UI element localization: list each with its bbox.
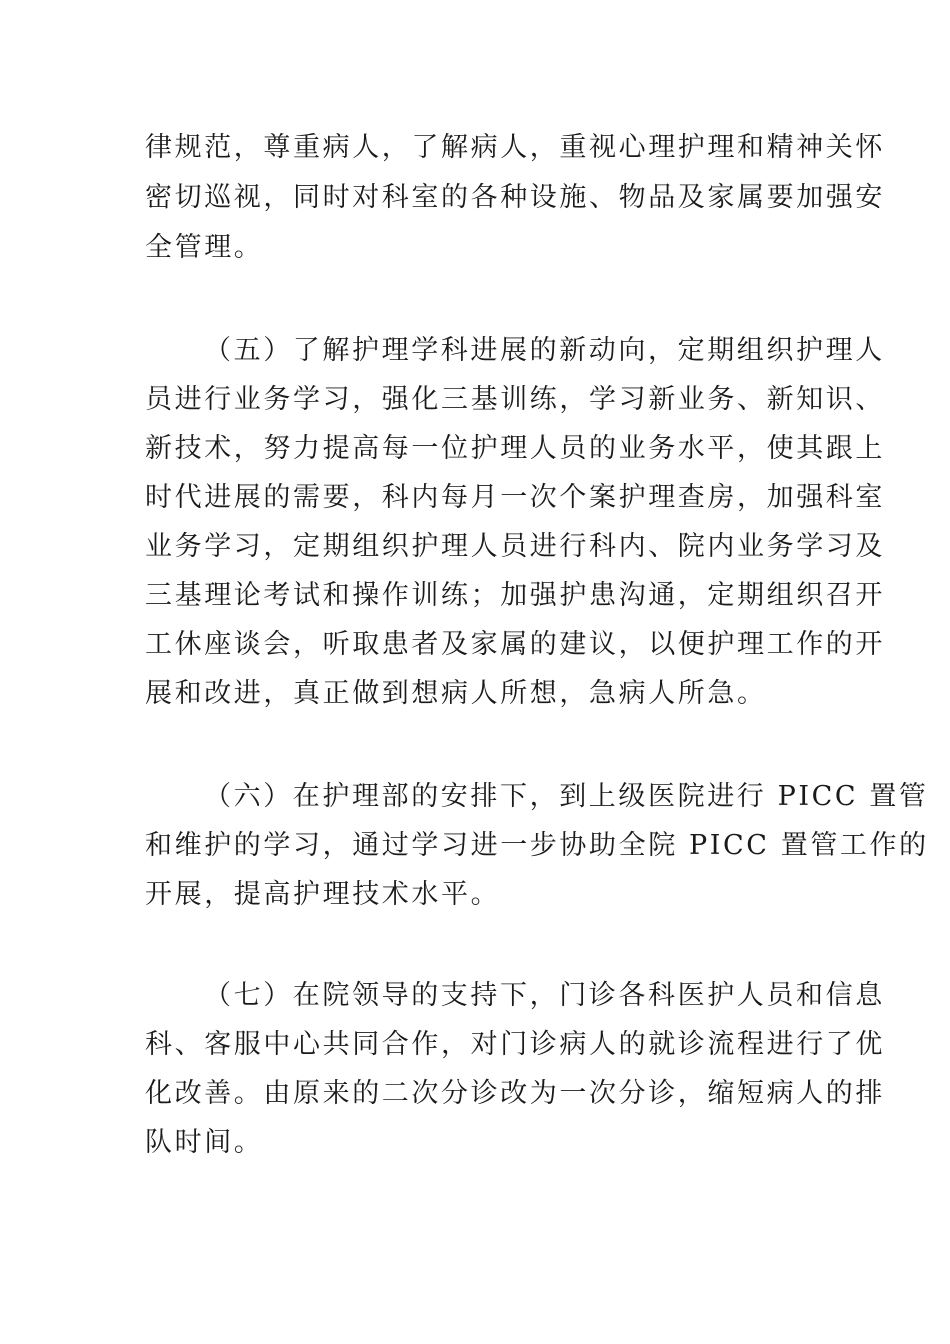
text-line: 工休座谈会，听取患者及家属的建议，以便护理工作的开 (145, 629, 885, 660)
text-line: 三基理论考试和操作训练；加强护患沟通，定期组织召开 (145, 580, 885, 611)
text-line: 队时间。 (145, 1127, 264, 1158)
text-line: 和维护的学习，通过学习进一步协助全院 PICC 置管工作的 (145, 830, 929, 861)
text-line: （五）了解护理学科进展的新动向，定期组织护理人 (204, 335, 885, 366)
text-line: （七）在院领导的支持下，门诊各科医护人员和信息 (204, 980, 885, 1011)
text-line: 业务学习，定期组织护理人员进行科内、院内业务学习及 (145, 531, 885, 562)
text-line: 新技术，努力提高每一位护理人员的业务水平，使其跟上 (145, 433, 885, 464)
text-line: 员进行业务学习，强化三基训练，学习新业务、新知识、 (145, 384, 885, 415)
text-line: 开展，提高护理技术水平。 (145, 879, 501, 910)
text-line: 密切巡视，同时对科室的各种设施、物品及家属要加强安 (145, 182, 885, 213)
text-line: 展和改进，真正做到想病人所想，急病人所急。 (145, 678, 767, 709)
text-line: 律规范，尊重病人，了解病人，重视心理护理和精神关怀 (145, 132, 885, 163)
text-line: 化改善。由原来的二次分诊改为一次分诊，缩短病人的排 (145, 1078, 885, 1109)
text-line: 时代进展的需要，科内每月一次个案护理查房，加强科室 (145, 482, 885, 513)
text-line: 科、客服中心共同合作，对门诊病人的就诊流程进行了优 (145, 1029, 885, 1060)
text-line: （六）在护理部的安排下，到上级医院进行 PICC 置管 (204, 781, 929, 812)
text-line: 全管理。 (145, 232, 264, 263)
